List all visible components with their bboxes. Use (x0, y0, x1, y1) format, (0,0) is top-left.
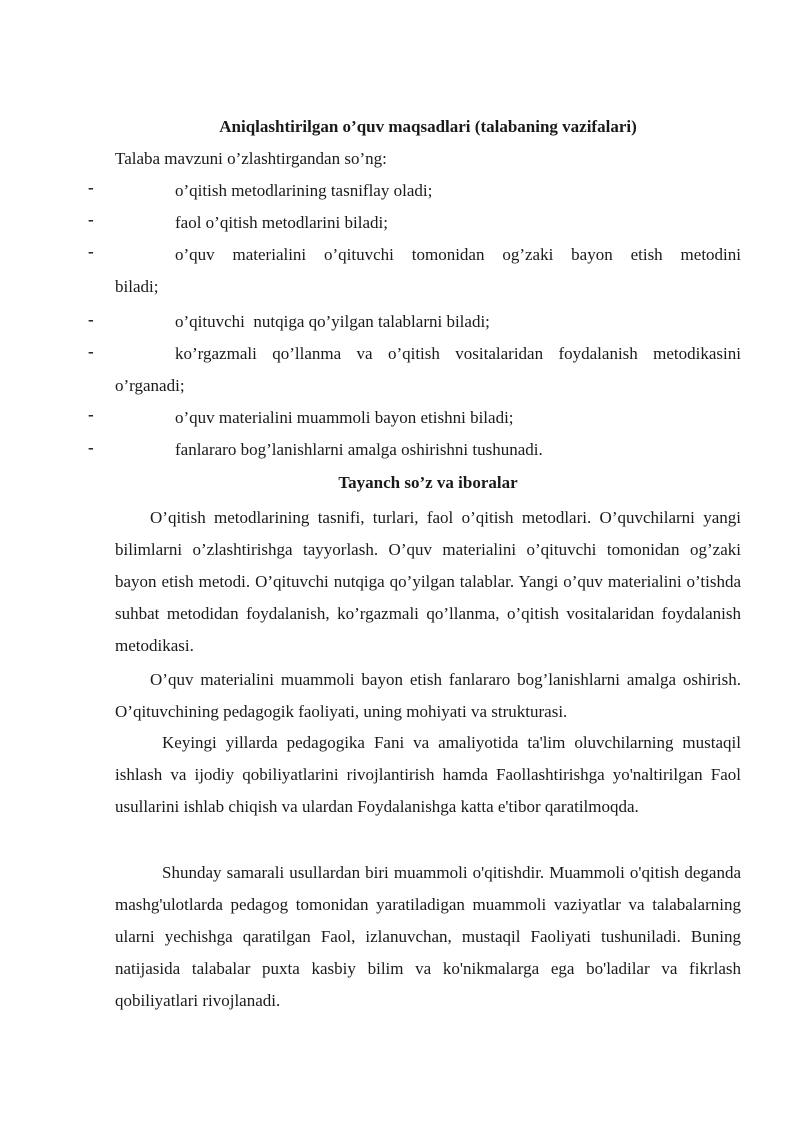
bullet-marker: - (88, 405, 94, 424)
bullet-continuation: o’rganadi; (115, 376, 185, 395)
bullet-marker: - (88, 210, 94, 229)
bullet-marker: - (88, 178, 94, 197)
bullet-item: fanlararo bog’lanishlarni amalga oshirishni tushunadi. (175, 440, 543, 459)
bullet-marker: - (88, 310, 94, 329)
bullet-marker: - (88, 342, 94, 361)
paragraph: Keyingi yillarda pedagogika Fani va amaliyotida ta'lim oluvchilarning mustaqil ishlash va ijodiy qobiliyatlarini rivojlantirish hamda Faollashtirishga yo'naltirilgan Faol usullarini ishlab chiqish va ulardan Foydalanishga katta e'tibor qaratilmoqda. (115, 733, 741, 816)
paragraph: O’quv materialini muammoli bayon etish fanlararo bog’lanishlarni amalga oshirish. O’qituvchining pedagogik faoliyati, uning mohiyati va strukturasi. (115, 670, 741, 721)
bullet-continuation: biladi; (115, 277, 159, 296)
paragraph: Shunday samarali usullardan biri muammoli o'qitishdir. Muammoli o'qitish deganda mashg'ulotlarda pedagog tomonidan yaratiladigan muammoli vaziyatlar va talabalarning ularni yechishga qaratilgan Faol, izlanuvchan, mustaqil Faoliyati tushuniladi. Buning natijasida talabalar puxta kasbiy bilim va ko'nikmalarga ega bo'ladilar va fikrlash qobiliyatlari rivojlanadi. (115, 863, 741, 1010)
bullet-item: o’qitish metodlarining tasniflay oladi; (175, 181, 433, 200)
keywords-heading (115, 471, 741, 495)
bullet-item: o’qituvchi nutqiga qo’yilgan talablarni biladi; (175, 312, 490, 331)
page-title: Aniqlashtirilgan o’quv maqsadlari (talabaning vazifalari) (219, 117, 637, 136)
bullet-item: faol o’qitish metodlarini biladi; (175, 213, 388, 232)
bullet-item: o’quv materialini muammoli bayon etishni biladi; (175, 408, 514, 427)
paragraph: O’qitish metodlarining tasnifi, turlari, faol o’qitish metodlari. O’quvchilarni yangi bilimlarni o’zlashtirishga tayyorlash. O’quv materialini o’qituvchi tomonidan og’zaki bayon etish metodi. O’qituvchi nutqiga qo’yilgan talablar. Yangi o’quv materialini o’tishda suhbat metodidan foydalanish, ko’rgazmali qo’llanma, o’qitish vositalaridan foydalanish metodikasi. (115, 508, 741, 655)
bullet-marker: - (88, 438, 94, 457)
bullet-item: ko’rgazmali qo’llanma va o’qitish vositalaridan foydalanish metodikasini (175, 344, 741, 363)
intro-text: Talaba mavzuni o’zlashtirgandan so’ng: (115, 149, 387, 168)
keywords-heading-text: Tayanch so’z va iboralar (338, 473, 518, 492)
bullet-marker: - (88, 242, 94, 261)
bullet-item: o’quv materialini o’qituvchi tomonidan og’zaki bayon etish metodini (175, 245, 741, 264)
